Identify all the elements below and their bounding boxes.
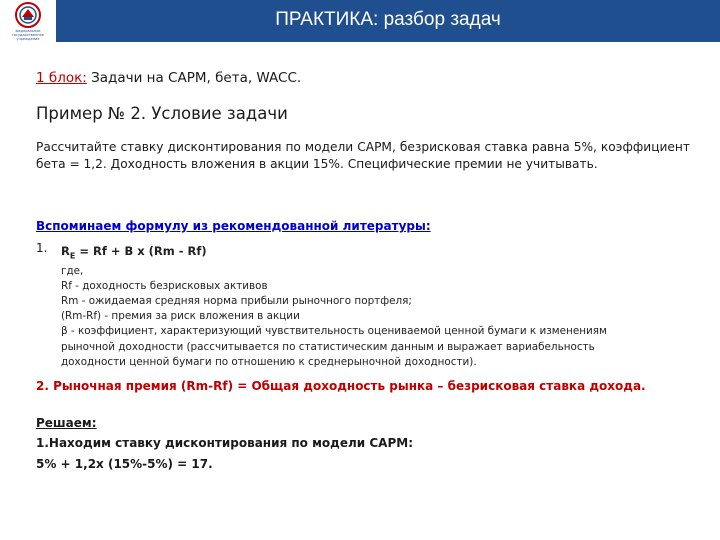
formula-line: доходности ценной бумаги по отношению к среднерыночной доходности). xyxy=(61,355,477,368)
formula-line: рыночной доходности (рассчитывается по статистическим данным и выражает вариабельность xyxy=(61,340,595,353)
formula-item-number: 1. xyxy=(36,241,48,255)
formula-subscript: E xyxy=(69,251,76,261)
formula-heading: Вспоминаем формулу из рекомендованной литературы: xyxy=(36,219,431,233)
solution-step: 1.Находим ставку дисконтирования по модели CAPM: xyxy=(36,436,413,450)
formula-lhs: R xyxy=(61,244,70,258)
block-text: Задачи на CAPM, бета, WACC. xyxy=(86,70,302,86)
block-line xyxy=(36,70,301,86)
block-label: 1 блок: xyxy=(36,70,87,86)
page-title: ПРАКТИКА: разбор задач xyxy=(275,9,501,30)
problem-condition: Рассчитайте ставку дисконтирования по модели CAPM, безрисковая ставка равна 5%, коэффициент бета = 1,2. Доходность вложения в акции 15%. Специфические премии не учитывать. xyxy=(36,140,690,171)
formula-line: Rm - ожидаемая средняя норма прибыли рыночного портфеля; xyxy=(61,294,412,307)
solution-heading: Решаем: xyxy=(36,416,97,430)
formula-rhs: = Rf + B x (Rm - Rf) xyxy=(75,244,207,258)
formula-line: (Rm-Rf) - премия за риск вложения в акции xyxy=(61,310,300,323)
formula-line: β - коэффициент, характеризующий чувствительность оцениваемой ценной бумаги к изменениям xyxy=(61,325,607,338)
capm-formula-block xyxy=(61,244,661,370)
university-emblem-icon xyxy=(13,2,43,28)
example-title: Пример № 2. Условие задачи xyxy=(36,104,288,123)
slide-header xyxy=(0,0,720,42)
capm-formula xyxy=(61,244,661,264)
formula-line: Rf - доходность безрисковых активов xyxy=(61,279,268,292)
logo-caption: федеральное государственное учреждение xyxy=(12,29,44,41)
market-premium-note: 2. Рыночная премия (Rm-Rf) = Общая доходность рынка – безрисковая ставка дохода. xyxy=(36,379,646,393)
formula-line: где, xyxy=(61,264,84,277)
logo xyxy=(0,0,56,42)
solution-calculation: 5% + 1,2x (15%-5%) = 17. xyxy=(36,457,213,471)
